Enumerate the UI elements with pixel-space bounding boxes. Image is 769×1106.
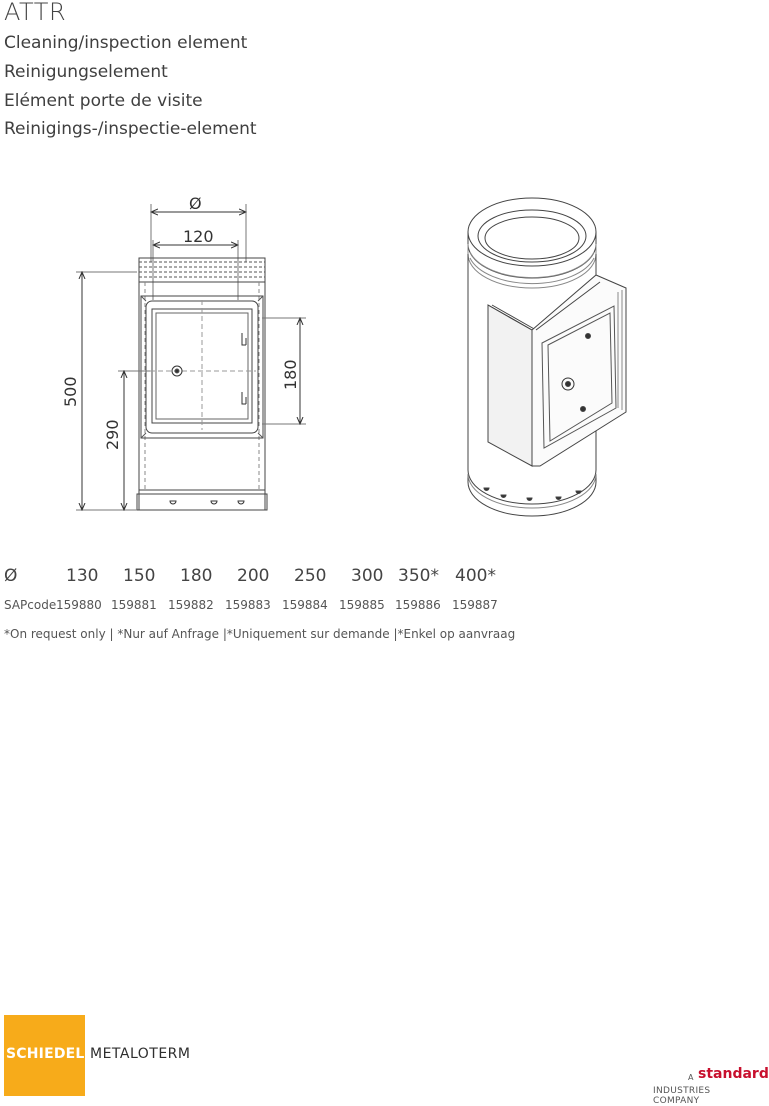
size-cell: 150 xyxy=(123,566,156,586)
subtitle-fr: Elément porte de visite xyxy=(4,91,203,111)
sap-code-cell: 159885 xyxy=(339,598,385,612)
sap-code-cell: 159886 xyxy=(395,598,441,612)
size-cell: 180 xyxy=(180,566,213,586)
size-cell: 130 xyxy=(66,566,99,586)
page-title: ATTR xyxy=(4,0,67,26)
metaloterm-wordmark: METALOTERM xyxy=(90,1046,191,1062)
parent-tagline: INDUSTRIES COMPANY xyxy=(653,1086,711,1106)
availability-note: *On request only | *Nur auf Anfrage |*Uniquement sur demande |*Enkel op aanvraag xyxy=(4,627,516,641)
total-height-label: 500 xyxy=(61,376,80,407)
standard-industries-logo: standard xyxy=(698,1066,769,1082)
diameter-symbol: Ø xyxy=(4,566,18,586)
sap-code-cell: 159881 xyxy=(111,598,157,612)
size-cell: 200 xyxy=(237,566,270,586)
sap-code-cell: 159882 xyxy=(168,598,214,612)
sizes-row xyxy=(4,566,564,588)
subtitle-de: Reinigungselement xyxy=(4,62,168,82)
size-cell: 400* xyxy=(455,566,496,586)
perspective-view xyxy=(468,198,626,516)
technical-drawing xyxy=(0,180,757,525)
front-view xyxy=(76,204,306,510)
size-cell: 250 xyxy=(294,566,327,586)
sap-code-cell: 159884 xyxy=(282,598,328,612)
size-cell: 350* xyxy=(398,566,439,586)
width-label: 120 xyxy=(183,227,214,246)
parent-prefix: A xyxy=(688,1073,694,1082)
sap-label: SAPcode xyxy=(4,598,57,612)
axis-height-label: 290 xyxy=(103,419,122,450)
schiedel-wordmark: SCHIEDEL xyxy=(6,1046,85,1062)
sap-code-cell: 159887 xyxy=(452,598,498,612)
subtitle-en: Cleaning/inspection element xyxy=(4,33,248,53)
size-cell: 300 xyxy=(351,566,384,586)
sap-code-cell: 159883 xyxy=(225,598,271,612)
sap-code-row xyxy=(4,598,564,616)
subtitle-nl: Reinigings-/inspectie-element xyxy=(4,119,257,139)
door-height-label: 180 xyxy=(281,359,300,390)
diameter-label: Ø xyxy=(189,194,202,213)
sap-code-cell: 159880 xyxy=(56,598,102,612)
